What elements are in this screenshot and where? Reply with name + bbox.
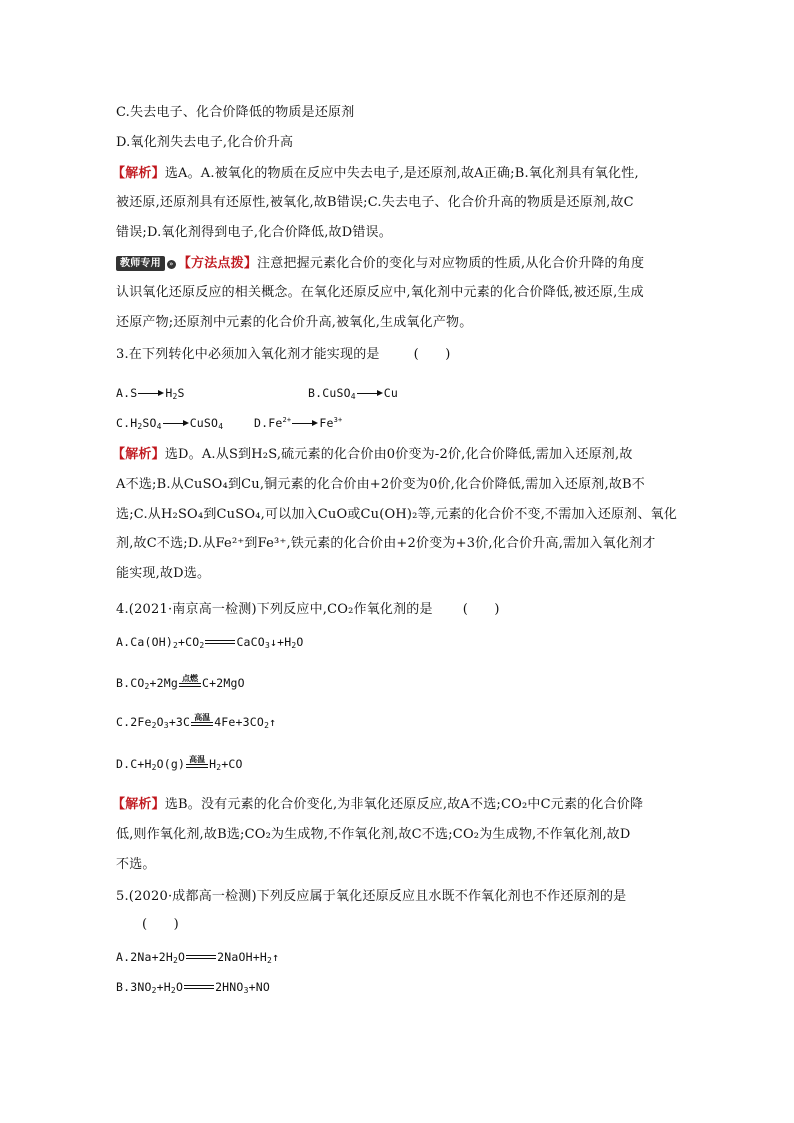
q4-option-b: $B.CO_2+2Mg$ 点燃 C+2MgO	[116, 673, 245, 691]
question-4: 4.(2021·南京高一检测)下列反应中,CO₂作氧化剂的是 ( )	[116, 602, 500, 617]
q3-option-b: B.CuSO$_4$ Cu	[308, 386, 399, 401]
teacher-note-line3: 还原产物;还原剂中元素的化合价升高,被氧化,生成氧化产物。	[116, 315, 473, 330]
arrow-icon	[138, 389, 164, 399]
reaction-condition: 点燃	[179, 676, 201, 692]
analysis-q3-line4: 剂,故C不选;D.从Fe²⁺到Fe³⁺,铁元素的化合价由+2价变为+3价,化合价升高,需加入氧化剂才	[116, 536, 656, 551]
answer-blank: ( )	[142, 917, 179, 932]
option-d-line: D.氧化剂失去电子,化合价升高	[116, 135, 294, 150]
method-tag: 【方法点拨】	[177, 256, 258, 271]
arrow-icon	[357, 389, 383, 399]
analysis-tag: 【解析】	[112, 166, 165, 181]
q4-option-a: $A.Ca(OH)_2+CO_2$ $CaCO_3↓+H_2O$	[116, 635, 304, 650]
question-5-blank	[142, 916, 179, 934]
analysis-tag: 【解析】	[112, 447, 165, 462]
q3-option-d: $D.Fe^{2+}$ $Fe^{3+}$	[254, 416, 343, 430]
analysis-q2-line3: 错误;D.氧化剂得到电子,化合价降低,故D错误。	[116, 225, 392, 240]
analysis-q2-line2: 被还原,还原剂具有还原性,被氧化,故B错误;C.失去电子、化合价升高的物质是还原剂,故C	[116, 195, 634, 210]
q5-option-b: $B.3NO_2+H_2O$ $2HNO_3+NO$	[116, 980, 270, 995]
analysis-q4-line1: 【解析】选B。没有元素的化合价变化,为非氧化还原反应,故A不选;CO₂中C元素的化合价降	[112, 797, 644, 812]
analysis-tag: 【解析】	[112, 797, 165, 812]
arrow-dot-icon: »	[167, 260, 176, 269]
equals-sign-icon	[186, 953, 216, 963]
analysis-q4-line3: 不选。	[116, 857, 156, 872]
q4-option-c: $C.2Fe_2O_3+3C$ 高温 $4Fe+3CO_2↑$	[116, 712, 277, 730]
analysis-q3-line5: 能实现,故D选。	[116, 566, 211, 581]
analysis-q3-line1: 【解析】选D。A.从S到H₂S,硫元素的化合价由0价变为-2价,化合价降低,需加入还原剂,故	[112, 447, 633, 462]
teacher-badge: 教师专用	[116, 256, 165, 271]
q4-option-d: $D.C+H_2O(g)$ 高温 $H_2+CO$	[116, 754, 243, 772]
analysis-q2-line1: 【解析】选A。A.被氧化的物质在反应中失去电子,是还原剂,故A正确;B.氧化剂具有氧化性,	[112, 166, 639, 181]
reaction-condition: 高温	[186, 757, 208, 773]
q3-option-c: $C.H_2SO_4$ CuSO$_4$	[116, 416, 224, 431]
option-c-line: C.失去电子、化合价降低的物质是还原剂	[116, 105, 355, 120]
arrow-icon	[292, 419, 318, 429]
question-5: 5.(2020·成都高一检测)下列反应属于氧化还原反应且水既不作氧化剂也不作还原剂的是	[116, 889, 627, 904]
analysis-q4-line2: 低,则作氧化剂,故B选;CO₂为生成物,不作氧化剂,故C不选;CO₂为生成物,不作氧化剂,故D	[116, 827, 631, 842]
arrow-icon	[163, 419, 189, 429]
equals-sign-icon	[184, 983, 214, 993]
teacher-note-line1: 教师专用 » 【方法点拨】注意把握元素化合价的变化与对应物质的性质,从化合价升降的角度	[116, 255, 644, 273]
q5-option-a: $A.2Na+2H_2O$ $2NaOH+H_2↑$	[116, 950, 280, 965]
answer-blank: ( )	[462, 602, 500, 617]
teacher-note-line2: 认识氧化还原反应的相关概念。在氧化还原反应中,氧化剂中元素的化合价降低,被还原,生成	[116, 285, 644, 300]
analysis-q3-line3: 选;C.从H₂SO₄到CuSO₄,可以加入CuO或Cu(OH)₂等,元素的化合价不变,不需加入还原剂、氧化	[116, 507, 678, 522]
q3-option-a: A.S $H_2S$	[116, 386, 185, 401]
question-3: 3.在下列转化中必须加入氧化剂才能实现的是 ( )	[116, 347, 451, 362]
equals-sign-icon	[205, 638, 235, 648]
answer-blank: ( )	[413, 347, 451, 362]
reaction-condition: 高温	[191, 715, 213, 731]
analysis-q3-line2: A不选;B.从CuSO₄到Cu,铜元素的化合价由+2价变为0价,化合价降低,需加入还原剂,故B不	[116, 477, 645, 492]
